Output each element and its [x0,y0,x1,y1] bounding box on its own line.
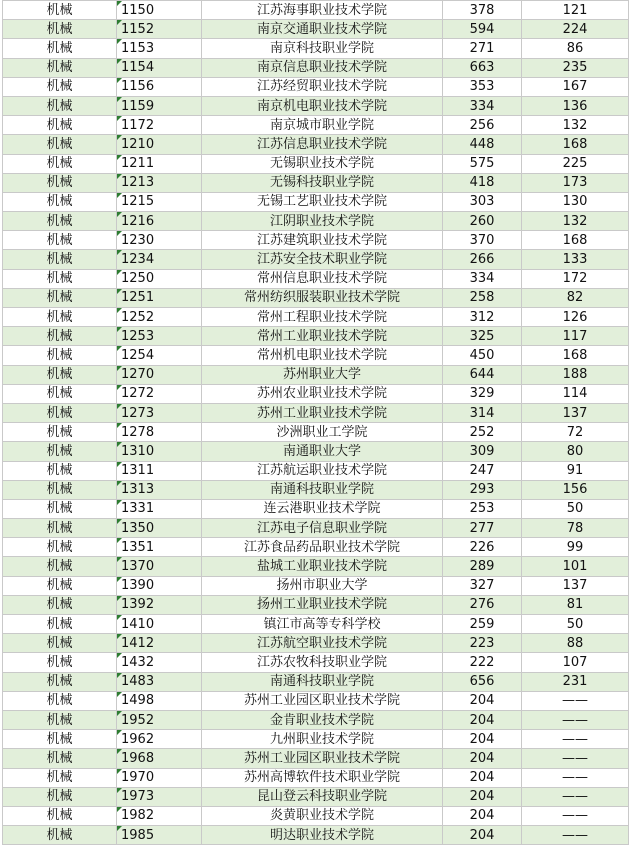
score-cell[interactable]: 450 [443,346,522,365]
code-cell[interactable]: 1210 [117,135,202,154]
score-cell[interactable]: 204 [443,691,522,710]
category-cell[interactable]: 机械 [3,269,117,288]
school-name-cell[interactable]: 江苏电子信息职业学院 [202,519,443,538]
code-cell[interactable]: 1350 [117,519,202,538]
data-table [2,0,629,845]
score-cell[interactable]: 204 [443,787,522,806]
table-row [3,826,629,845]
category-cell[interactable]: 机械 [3,538,117,557]
school-name-cell[interactable]: 苏州工业园区职业技术学院 [202,749,443,768]
rank-cell[interactable]: —— [522,691,629,710]
code-cell[interactable]: 1250 [117,269,202,288]
table-row [3,499,629,518]
rank-cell[interactable]: 156 [522,480,629,499]
table-row [3,519,629,538]
category-cell[interactable]: 机械 [3,58,117,77]
score-cell[interactable]: 266 [443,250,522,269]
score-cell[interactable]: 575 [443,154,522,173]
rank-cell[interactable]: 224 [522,20,629,39]
table-row [3,461,629,480]
code-cell[interactable]: 1968 [117,749,202,768]
rank-cell[interactable]: 82 [522,288,629,307]
rank-cell[interactable]: 117 [522,327,629,346]
score-cell[interactable]: 258 [443,288,522,307]
table-row [3,20,629,39]
rank-cell[interactable]: 137 [522,403,629,422]
table-row [3,576,629,595]
category-cell[interactable]: 机械 [3,672,117,691]
rank-cell[interactable]: 225 [522,154,629,173]
score-cell[interactable]: 222 [443,653,522,672]
school-name-cell[interactable]: 江苏海事职业技术学院 [202,1,443,20]
category-cell[interactable]: 机械 [3,749,117,768]
category-cell[interactable]: 机械 [3,403,117,422]
score-cell[interactable]: 656 [443,672,522,691]
rank-cell[interactable]: 137 [522,576,629,595]
score-cell[interactable]: 260 [443,212,522,231]
table-row [3,365,629,384]
school-name-cell[interactable]: 明达职业技术学院 [202,826,443,845]
table-row [3,557,629,576]
code-cell[interactable]: 1172 [117,116,202,135]
school-name-cell[interactable]: 扬州市职业大学 [202,576,443,595]
rank-cell[interactable]: 133 [522,250,629,269]
score-cell[interactable]: 204 [443,730,522,749]
table-row [3,1,629,20]
category-cell[interactable]: 机械 [3,288,117,307]
school-name-cell[interactable]: 江苏安全技术职业学院 [202,250,443,269]
score-cell[interactable]: 312 [443,308,522,327]
rank-cell[interactable]: 121 [522,1,629,20]
table-row [3,691,629,710]
code-cell[interactable]: 1253 [117,327,202,346]
table-row [3,442,629,461]
rank-cell[interactable]: —— [522,787,629,806]
school-name-cell[interactable]: 沙洲职业工学院 [202,423,443,442]
table-row [3,96,629,115]
score-cell[interactable]: 226 [443,538,522,557]
school-name-cell[interactable]: 盐城工业职业技术学院 [202,557,443,576]
score-cell[interactable]: 370 [443,231,522,250]
score-cell[interactable]: 327 [443,576,522,595]
category-cell[interactable]: 机械 [3,250,117,269]
table-row [3,787,629,806]
category-cell[interactable]: 机械 [3,653,117,672]
score-cell[interactable]: 204 [443,710,522,729]
table-row [3,308,629,327]
code-cell[interactable]: 1985 [117,826,202,845]
score-cell[interactable]: 314 [443,403,522,422]
code-cell[interactable]: 1970 [117,768,202,787]
score-cell[interactable]: 325 [443,327,522,346]
table-row [3,384,629,403]
table-row [3,173,629,192]
score-cell[interactable]: 448 [443,135,522,154]
table-row [3,768,629,787]
category-cell[interactable]: 机械 [3,595,117,614]
category-cell[interactable]: 机械 [3,826,117,845]
school-name-cell[interactable]: 常州纺织服装职业技术学院 [202,288,443,307]
rank-cell[interactable]: —— [522,806,629,825]
table-row [3,653,629,672]
rank-cell[interactable]: —— [522,710,629,729]
score-cell[interactable]: 271 [443,39,522,58]
rank-cell[interactable]: 173 [522,173,629,192]
code-cell[interactable]: 1156 [117,77,202,96]
code-cell[interactable]: 1331 [117,499,202,518]
rank-cell[interactable]: 50 [522,499,629,518]
school-name-cell[interactable]: 常州工业职业技术学院 [202,327,443,346]
code-cell[interactable]: 1211 [117,154,202,173]
code-cell[interactable]: 1392 [117,595,202,614]
rank-cell[interactable]: 168 [522,135,629,154]
rank-cell[interactable]: 114 [522,384,629,403]
score-cell[interactable]: 253 [443,499,522,518]
rank-cell[interactable]: 99 [522,538,629,557]
code-cell[interactable]: 1252 [117,308,202,327]
rank-cell[interactable]: 167 [522,77,629,96]
score-cell[interactable]: 329 [443,384,522,403]
rank-cell[interactable]: 78 [522,519,629,538]
code-cell[interactable]: 1278 [117,423,202,442]
table-row [3,250,629,269]
category-cell[interactable]: 机械 [3,730,117,749]
table-row [3,154,629,173]
school-name-cell[interactable]: 无锡科技职业学院 [202,173,443,192]
category-cell[interactable]: 机械 [3,231,117,250]
code-cell[interactable]: 1216 [117,212,202,231]
school-name-cell[interactable]: 江苏建筑职业技术学院 [202,231,443,250]
score-cell[interactable]: 277 [443,519,522,538]
category-cell[interactable]: 机械 [3,615,117,634]
code-cell[interactable]: 1230 [117,231,202,250]
code-cell[interactable]: 1370 [117,557,202,576]
rank-cell[interactable]: 168 [522,346,629,365]
rank-cell[interactable]: 91 [522,461,629,480]
category-cell[interactable]: 机械 [3,557,117,576]
code-cell[interactable]: 1962 [117,730,202,749]
school-name-cell[interactable]: 苏州职业大学 [202,365,443,384]
code-cell[interactable]: 1150 [117,1,202,20]
school-name-cell[interactable]: 炎黄职业技术学院 [202,806,443,825]
rank-cell[interactable]: 88 [522,634,629,653]
table-row [3,77,629,96]
score-cell[interactable]: 289 [443,557,522,576]
code-cell[interactable]: 1272 [117,384,202,403]
code-cell[interactable]: 1153 [117,39,202,58]
category-cell[interactable]: 机械 [3,806,117,825]
rank-cell[interactable]: 235 [522,58,629,77]
table-row [3,423,629,442]
score-cell[interactable]: 204 [443,768,522,787]
code-cell[interactable]: 1390 [117,576,202,595]
score-cell[interactable]: 256 [443,116,522,135]
code-cell[interactable]: 1412 [117,634,202,653]
table-row [3,346,629,365]
table-row [3,806,629,825]
table-row [3,749,629,768]
table-row [3,538,629,557]
category-cell[interactable]: 机械 [3,787,117,806]
table-row [3,634,629,653]
school-name-cell[interactable]: 连云港职业技术学院 [202,499,443,518]
rank-cell[interactable]: —— [522,768,629,787]
code-cell[interactable]: 1973 [117,787,202,806]
score-cell[interactable]: 204 [443,749,522,768]
category-cell[interactable]: 机械 [3,442,117,461]
rank-cell[interactable]: 132 [522,116,629,135]
score-cell[interactable]: 204 [443,806,522,825]
table-row [3,710,629,729]
code-cell[interactable]: 1483 [117,672,202,691]
rank-cell[interactable]: 101 [522,557,629,576]
school-name-cell[interactable]: 江苏农牧科技职业学院 [202,653,443,672]
school-name-cell[interactable]: 苏州农业职业技术学院 [202,384,443,403]
score-cell[interactable]: 309 [443,442,522,461]
category-cell[interactable]: 机械 [3,480,117,499]
category-cell[interactable]: 机械 [3,384,117,403]
category-cell[interactable]: 机械 [3,576,117,595]
category-cell[interactable]: 机械 [3,192,117,211]
school-name-cell[interactable]: 镇江市高等专科学校 [202,615,443,634]
category-cell[interactable]: 机械 [3,20,117,39]
school-name-cell[interactable]: 常州机电职业技术学院 [202,346,443,365]
school-name-cell[interactable]: 苏州高博软件技术职业学院 [202,768,443,787]
rank-cell[interactable]: —— [522,749,629,768]
table-row [3,288,629,307]
rank-cell[interactable]: 50 [522,615,629,634]
rank-cell[interactable]: 130 [522,192,629,211]
school-name-cell[interactable]: 江阴职业技术学院 [202,212,443,231]
school-name-cell[interactable]: 常州工程职业技术学院 [202,308,443,327]
rank-cell[interactable]: 231 [522,672,629,691]
category-cell[interactable]: 机械 [3,77,117,96]
rank-cell[interactable]: —— [522,826,629,845]
category-cell[interactable]: 机械 [3,39,117,58]
table-row [3,212,629,231]
table-row [3,672,629,691]
score-cell[interactable]: 353 [443,77,522,96]
category-cell[interactable]: 机械 [3,212,117,231]
table-row [3,135,629,154]
rank-cell[interactable]: 72 [522,423,629,442]
school-name-cell[interactable]: 扬州工业职业技术学院 [202,595,443,614]
rank-cell[interactable]: 168 [522,231,629,250]
code-cell[interactable]: 1351 [117,538,202,557]
school-name-cell[interactable]: 金肯职业技术学院 [202,710,443,729]
rank-cell[interactable]: 81 [522,595,629,614]
rank-cell[interactable]: 188 [522,365,629,384]
school-name-cell[interactable]: 南通科技职业学院 [202,672,443,691]
category-cell[interactable]: 机械 [3,499,117,518]
school-name-cell[interactable]: 常州信息职业技术学院 [202,269,443,288]
category-cell[interactable]: 机械 [3,365,117,384]
table-row [3,403,629,422]
code-cell[interactable]: 1310 [117,442,202,461]
score-cell[interactable]: 663 [443,58,522,77]
code-cell[interactable]: 1432 [117,653,202,672]
table-row [3,116,629,135]
table-row [3,730,629,749]
category-cell[interactable]: 机械 [3,96,117,115]
category-cell[interactable]: 机械 [3,634,117,653]
table-body [3,1,629,845]
score-cell[interactable]: 259 [443,615,522,634]
code-cell[interactable]: 1215 [117,192,202,211]
rank-cell[interactable]: 172 [522,269,629,288]
score-cell[interactable]: 276 [443,595,522,614]
category-cell[interactable]: 机械 [3,135,117,154]
category-cell[interactable]: 机械 [3,423,117,442]
school-name-cell[interactable]: 苏州工业职业技术学院 [202,403,443,422]
code-cell[interactable]: 1311 [117,461,202,480]
category-cell[interactable]: 机械 [3,461,117,480]
school-name-cell[interactable]: 无锡工艺职业技术学院 [202,192,443,211]
table-row [3,480,629,499]
rank-cell[interactable]: 86 [522,39,629,58]
school-name-cell[interactable]: 苏州工业园区职业技术学院 [202,691,443,710]
category-cell[interactable]: 机械 [3,173,117,192]
school-name-cell[interactable]: 南京科技职业学院 [202,39,443,58]
rank-cell[interactable]: 132 [522,212,629,231]
category-cell[interactable]: 机械 [3,116,117,135]
school-name-cell[interactable]: 南京机电职业技术学院 [202,96,443,115]
school-name-cell[interactable]: 南通科技职业学院 [202,480,443,499]
score-cell[interactable]: 303 [443,192,522,211]
table-row [3,595,629,614]
score-cell[interactable]: 644 [443,365,522,384]
table-row [3,39,629,58]
score-cell[interactable]: 223 [443,634,522,653]
category-cell[interactable]: 机械 [3,327,117,346]
school-name-cell[interactable]: 江苏航空职业技术学院 [202,634,443,653]
score-cell[interactable]: 204 [443,826,522,845]
code-cell[interactable]: 1152 [117,20,202,39]
score-cell[interactable]: 247 [443,461,522,480]
score-cell[interactable]: 594 [443,20,522,39]
school-name-cell[interactable]: 南京交通职业技术学院 [202,20,443,39]
code-cell[interactable]: 1251 [117,288,202,307]
code-cell[interactable]: 1313 [117,480,202,499]
category-cell[interactable]: 机械 [3,154,117,173]
school-name-cell[interactable]: 昆山登云科技职业学院 [202,787,443,806]
code-cell[interactable]: 1952 [117,710,202,729]
rank-cell[interactable]: 136 [522,96,629,115]
score-cell[interactable]: 334 [443,269,522,288]
code-cell[interactable]: 1154 [117,58,202,77]
category-cell[interactable]: 机械 [3,519,117,538]
code-cell[interactable]: 1234 [117,250,202,269]
school-name-cell[interactable]: 南京城市职业学院 [202,116,443,135]
rank-cell[interactable]: 80 [522,442,629,461]
code-cell[interactable]: 1498 [117,691,202,710]
code-cell[interactable]: 1273 [117,403,202,422]
category-cell[interactable]: 机械 [3,768,117,787]
category-cell[interactable]: 机械 [3,346,117,365]
category-cell[interactable]: 机械 [3,308,117,327]
school-name-cell[interactable]: 江苏航运职业技术学院 [202,461,443,480]
table-row [3,58,629,77]
school-name-cell[interactable]: 江苏信息职业技术学院 [202,135,443,154]
code-cell[interactable]: 1254 [117,346,202,365]
rank-cell[interactable]: 126 [522,308,629,327]
score-cell[interactable]: 252 [443,423,522,442]
school-name-cell[interactable]: 无锡职业技术学院 [202,154,443,173]
rank-cell[interactable]: —— [522,730,629,749]
category-cell[interactable]: 机械 [3,710,117,729]
category-cell[interactable]: 机械 [3,691,117,710]
category-cell[interactable]: 机械 [3,1,117,20]
school-name-cell[interactable]: 江苏经贸职业技术学院 [202,77,443,96]
score-cell[interactable]: 378 [443,1,522,20]
school-name-cell[interactable]: 南通职业大学 [202,442,443,461]
code-cell[interactable]: 1410 [117,615,202,634]
score-cell[interactable]: 334 [443,96,522,115]
score-cell[interactable]: 293 [443,480,522,499]
school-name-cell[interactable]: 九州职业技术学院 [202,730,443,749]
score-cell[interactable]: 418 [443,173,522,192]
table-row [3,269,629,288]
code-cell[interactable]: 1213 [117,173,202,192]
code-cell[interactable]: 1982 [117,806,202,825]
table-row [3,615,629,634]
rank-cell[interactable]: 107 [522,653,629,672]
table-row [3,192,629,211]
code-cell[interactable]: 1159 [117,96,202,115]
table-row [3,231,629,250]
school-name-cell[interactable]: 南京信息职业技术学院 [202,58,443,77]
school-name-cell[interactable]: 江苏食品药品职业技术学院 [202,538,443,557]
table-row [3,327,629,346]
code-cell[interactable]: 1270 [117,365,202,384]
